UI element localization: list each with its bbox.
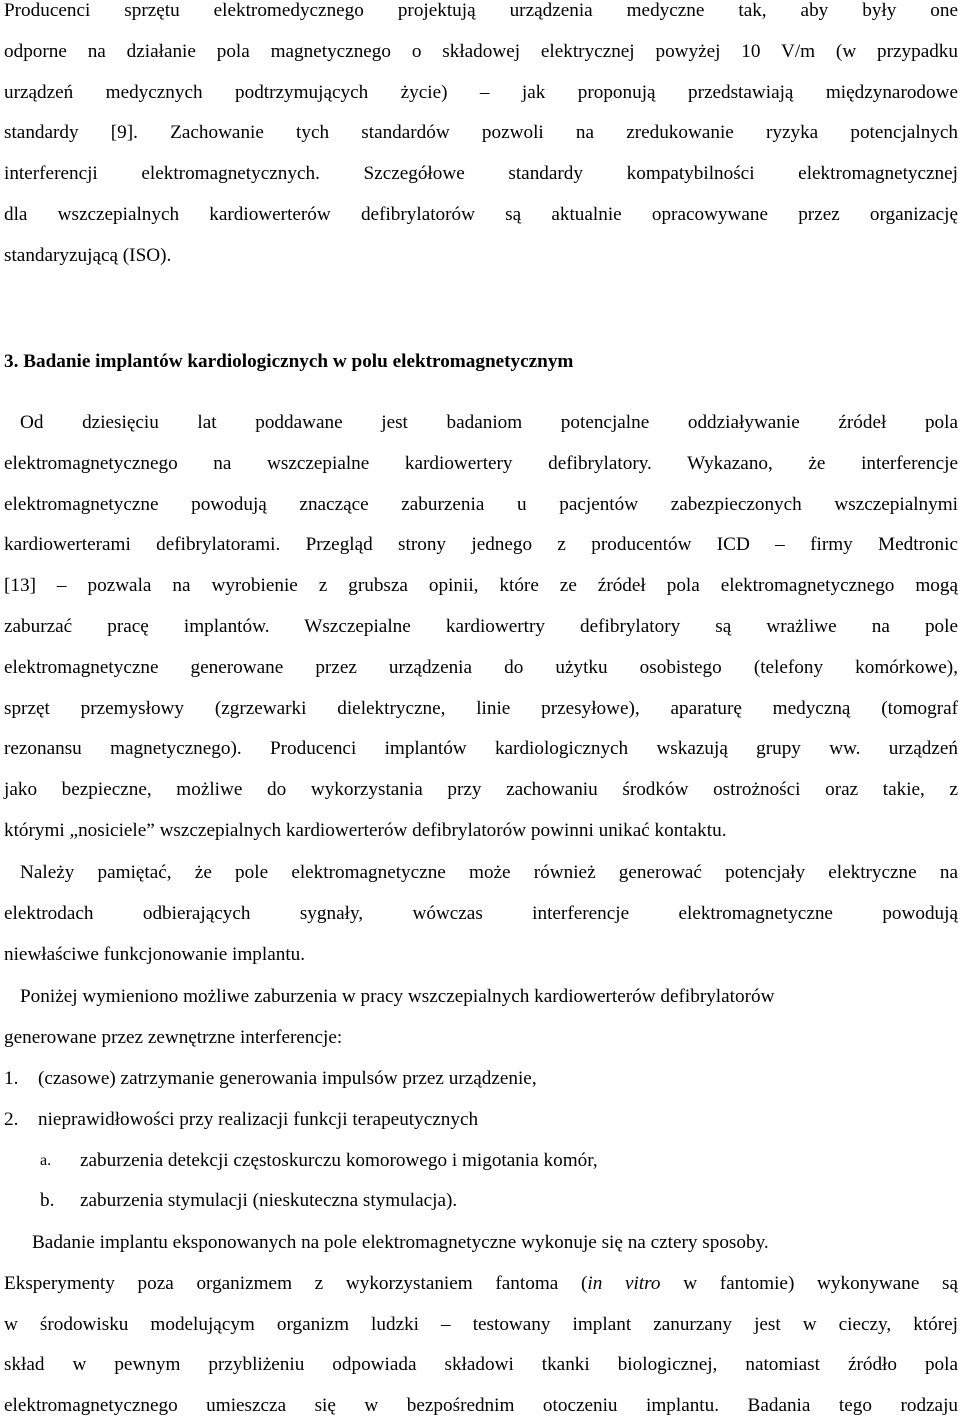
text-line: interferencji elektromagnetycznych. Szczegółowe standardy kompatybilności elektromagnetycznej xyxy=(4,163,958,185)
text-line: Poniżej wymieniono możliwe zaburzenia w pracy wszczepialnych kardiowerterów defibrylatorów xyxy=(20,986,775,1007)
text-fragment: Eksperymenty poza organizmem z wykorzystaniem fantoma ( xyxy=(4,1272,588,1294)
paragraph-4 xyxy=(4,977,958,1059)
text-line: dla wszczepialnych kardiowerterów defibrylatorów są aktualnie opracowywane przez organizację xyxy=(4,203,958,225)
text-line: zaburzać pracę implantów. Wszczepialne kardiowertry defibrylatory są wrażliwe na pole xyxy=(4,615,958,637)
text-line: elektromagnetyczne powodują znaczące zaburzenia u pacjentów zabezpieczonych wszczepialnymi xyxy=(4,493,958,515)
text-line: w środowisku modelującym organizm ludzki – testowany implant zanurzany jest w cieczy, której xyxy=(4,1313,958,1335)
sublist-item-text: zaburzenia stymulacji (nieskuteczna stymulacja). xyxy=(80,1190,458,1212)
paragraph-2 xyxy=(4,403,958,852)
text-line: urządzeń medycznych podtrzymujących życie) – jak proponują przedstawiają międzynarodowe xyxy=(4,81,958,103)
text-line: odporne na działanie pola magnetycznego o składowej elektrycznej powyżej 10 V/m (w przypadku xyxy=(4,40,958,62)
section-heading: 3. Badanie implantów kardiologicznych w polu elektromagnetycznym xyxy=(4,351,574,372)
text-line: jako bezpieczne, możliwe do wykorzystania przy zachowaniu środków ostrożności oraz takie, z xyxy=(4,779,958,801)
sublist-item xyxy=(4,1181,598,1222)
list-item xyxy=(4,1100,598,1141)
text-line: elektrodach odbierających sygnały, wówczas interferencje elektromagnetyczne powodują xyxy=(4,902,958,924)
text-line xyxy=(4,1264,958,1305)
text-line: [13] – pozwala na wyrobienie z grubsza opinii, które ze źródeł pola elektromagnetycznego mogą xyxy=(4,575,958,597)
text-line: elektromagnetyczne generowane przez urządzenia do użytku osobistego (telefony komórkowe), xyxy=(4,656,958,678)
list-number: 1. xyxy=(4,1068,19,1089)
list-item-text: (czasowe) zatrzymanie generowania impulsów przez urządzenie, xyxy=(38,1068,537,1089)
sublist-item xyxy=(4,1141,598,1182)
text-line: generowane przez zewnętrzne interferencje: xyxy=(4,1026,343,1048)
text-line: elektromagnetycznego na wszczepialne kardiowertery defibrylatory. Wykazano, że interferencje xyxy=(4,452,958,474)
text-line: Od dziesięciu lat poddawane jest badaniom potencjalne oddziaływanie źródeł pola xyxy=(20,412,958,433)
italic-term: in vitro xyxy=(587,1272,661,1294)
paragraph-5 xyxy=(4,1223,958,1427)
sublist-item-text: zaburzenia detekcji częstoskurczu komorowego i migotania komór, xyxy=(80,1149,598,1171)
text-line: standardy [9]. Zachowanie tych standardów pozwoli na zredukowanie ryzyka potencjalnych xyxy=(4,122,958,144)
text-line: Badanie implantu eksponowanych na pole elektromagnetyczne wykonuje się na cztery sposoby. xyxy=(32,1232,769,1253)
text-line: kardiowerterami defibrylatorami. Przegląd strony jednego z producentów ICD – firmy Medtronic xyxy=(4,534,958,556)
text-line: Należy pamiętać, że pole elektromagnetyczne może również generować potencjały elektryczne na xyxy=(20,862,958,883)
sublist-letter: a. xyxy=(40,1151,52,1169)
text-line: którymi „nosiciele” wszczepialnych kardiowerterów defibrylatorów powinni unikać kontaktu. xyxy=(4,819,727,841)
text-line: sprzęt przemysłowy (zgrzewarki dielektryczne, linie przesyłowe), aparaturę medyczną (tomograf xyxy=(4,697,958,719)
list-item-text: nieprawidłowości przy realizacji funkcji terapeutycznych xyxy=(38,1108,479,1130)
list-item xyxy=(4,1059,598,1100)
text-line: Producenci sprzętu elektromedycznego projektują urządzenia medyczne tak, aby były one xyxy=(4,0,958,21)
text-line: niewłaściwe funkcjonowanie implantu. xyxy=(4,943,306,965)
text-line: rezonansu magnetycznego). Producenci implantów kardiologicznych wskazują grupy ww. urządzeń xyxy=(4,738,958,760)
paragraph-1 xyxy=(4,0,958,277)
paragraph-3 xyxy=(4,853,958,975)
numbered-list xyxy=(4,1059,598,1222)
text-line: elektromagnetycznego umieszcza się w bezpośrednim otoczeniu implantu. Badania tego rodzaju xyxy=(4,1395,958,1417)
text-fragment: w fantomie) wykonywane są xyxy=(660,1272,959,1294)
sublist-letter: b. xyxy=(40,1190,55,1212)
list-number: 2. xyxy=(4,1108,19,1130)
text-line: standaryzującą (ISO). xyxy=(4,244,172,266)
text-line: skład w pewnym przybliżeniu odpowiada składowi tkanki biologicznej, natomiast źródło pola xyxy=(4,1354,958,1376)
